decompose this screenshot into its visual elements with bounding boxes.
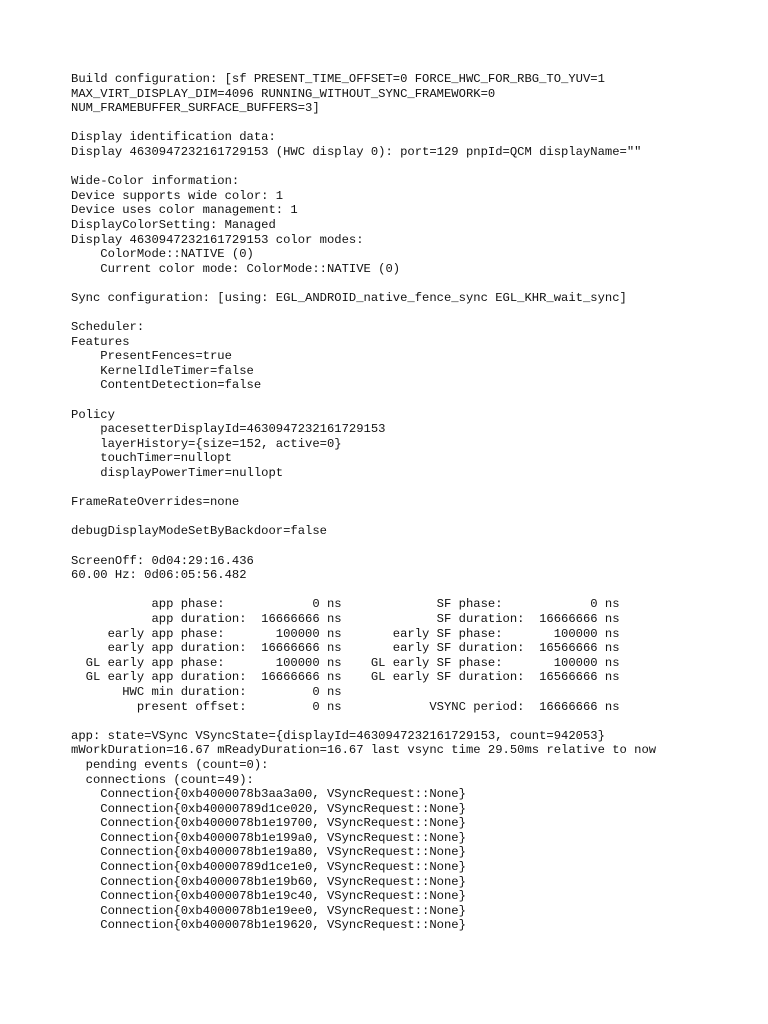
dump-line: Connection{0xb4000078b1e19700, VSyncRequest::None} <box>71 816 466 831</box>
dump-line: PresentFences=true <box>71 349 232 364</box>
dump-line: NUM_FRAMEBUFFER_SURFACE_BUFFERS=3] <box>71 101 320 116</box>
dump-line <box>71 116 656 131</box>
dump-line: Scheduler: <box>71 320 145 335</box>
dump-line <box>71 714 656 729</box>
dump-line: Connection{0xb4000078b1e19b60, VSyncRequest::None} <box>71 874 466 889</box>
dump-line: early app phase: 100000 ns early SF phase: 100000 ns <box>71 626 620 641</box>
dump-line: app: state=VSync VSyncState={displayId=4630947232161729153, count=942053} <box>71 728 605 743</box>
dump-line: FrameRateOverrides=none <box>71 495 240 510</box>
dump-line: Connection{0xb4000078b1e19620, VSyncRequest::None} <box>71 918 466 933</box>
dump-line: Connection{0xb4000078b1e199a0, VSyncRequest::None} <box>71 830 466 845</box>
dump-line <box>71 539 656 554</box>
dump-line <box>71 306 656 321</box>
dump-line: layerHistory={size=152, active=0} <box>71 436 342 451</box>
dump-line: Current color mode: ColorMode::NATIVE (0) <box>71 261 401 276</box>
dump-line: present offset: 0 ns VSYNC period: 16666666 ns <box>71 699 620 714</box>
dump-line: ContentDetection=false <box>71 378 262 393</box>
dump-line: MAX_VIRT_DISPLAY_DIM=4096 RUNNING_WITHOUT_SYNC_FRAMEWORK=0 <box>71 86 496 101</box>
dumpsys-output <box>71 72 656 933</box>
dump-line: Device uses color management: 1 <box>71 203 298 218</box>
dump-line: Features <box>71 334 130 349</box>
dump-line: Connection{0xb4000078b3aa3a00, VSyncRequest::None} <box>71 787 466 802</box>
dump-line: KernelIdleTimer=false <box>71 363 254 378</box>
dump-line: connections (count=49): <box>71 772 254 787</box>
dump-line: Connection{0xb40000789d1ce020, VSyncRequest::None} <box>71 801 466 816</box>
dump-line: Connection{0xb4000078b1e19c40, VSyncRequest::None} <box>71 889 466 904</box>
dump-line: debugDisplayModeSetByBackdoor=false <box>71 524 327 539</box>
dump-line: 60.00 Hz: 0d06:05:56.482 <box>71 568 247 583</box>
dump-line <box>71 160 656 175</box>
dump-line: HWC min duration: 0 ns <box>71 684 342 699</box>
dump-line: GL early app duration: 16666666 ns GL early SF duration: 16566666 ns <box>71 670 620 685</box>
dump-line <box>71 481 656 496</box>
dump-line: early app duration: 16666666 ns early SF duration: 16566666 ns <box>71 641 620 656</box>
dump-line: Device supports wide color: 1 <box>71 188 284 203</box>
dump-line: Display identification data: <box>71 130 276 145</box>
dump-line: displayPowerTimer=nullopt <box>71 466 284 481</box>
dump-line: Connection{0xb4000078b1e19ee0, VSyncRequest::None} <box>71 903 466 918</box>
dump-line <box>71 276 656 291</box>
dump-line: mWorkDuration=16.67 mReadyDuration=16.67 last vsync time 29.50ms relative to now <box>71 743 657 758</box>
dump-line: Connection{0xb40000789d1ce1e0, VSyncRequest::None} <box>71 860 466 875</box>
dump-line: Sync configuration: [using: EGL_ANDROID_native_fence_sync EGL_KHR_wait_sync] <box>71 290 627 305</box>
dump-line: pending events (count=0): <box>71 757 269 772</box>
dump-line: GL early app phase: 100000 ns GL early SF phase: 100000 ns <box>71 655 620 670</box>
dump-line: Display 4630947232161729153 color modes: <box>71 232 364 247</box>
dump-line: Build configuration: [sf PRESENT_TIME_OFFSET=0 FORCE_HWC_FOR_RBG_TO_YUV=1 <box>71 72 605 86</box>
dump-line <box>71 393 656 408</box>
dump-line: Display 4630947232161729153 (HWC display 0): port=129 pnpId=QCM displayName="" <box>71 144 642 159</box>
dump-line <box>71 583 656 598</box>
dump-line <box>71 510 656 525</box>
dump-line: touchTimer=nullopt <box>71 451 232 466</box>
dump-line: Policy <box>71 407 115 422</box>
dump-line: app duration: 16666666 ns SF duration: 16666666 ns <box>71 611 620 626</box>
dump-line: DisplayColorSetting: Managed <box>71 217 276 232</box>
dump-line: pacesetterDisplayId=4630947232161729153 <box>71 422 386 437</box>
dump-line: ColorMode::NATIVE (0) <box>71 247 254 262</box>
dump-line: Connection{0xb4000078b1e19a80, VSyncRequest::None} <box>71 845 466 860</box>
dump-line: ScreenOff: 0d04:29:16.436 <box>71 553 254 568</box>
dump-line: Wide-Color information: <box>71 174 240 189</box>
dump-line: app phase: 0 ns SF phase: 0 ns <box>71 597 620 612</box>
